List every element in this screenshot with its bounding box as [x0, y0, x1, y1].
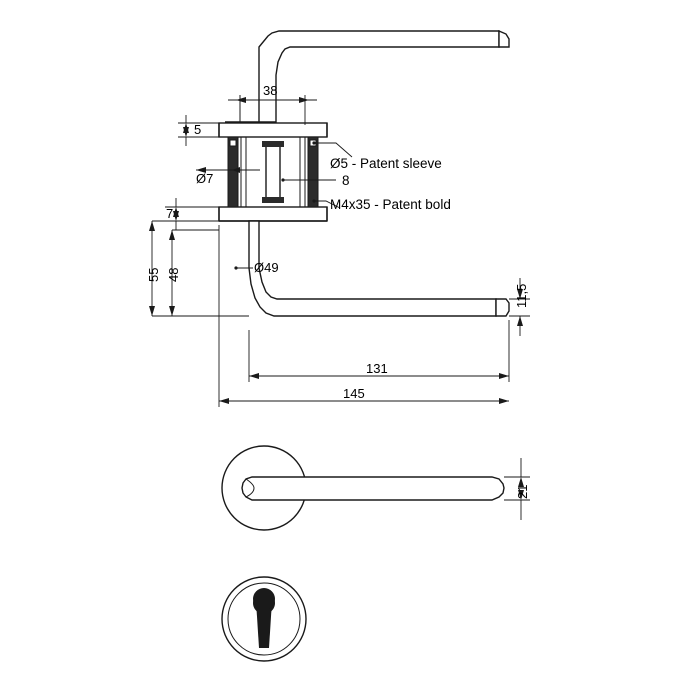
dim-label-7: 7 — [166, 206, 174, 221]
dim-label-145: 145 — [343, 386, 365, 401]
dim-label-55: 55 — [146, 267, 161, 282]
plan-view-handle — [222, 446, 504, 530]
callout-patent-sleeve: Ø5 - Patent sleeve — [330, 156, 442, 171]
dim-label-131: 131 — [366, 361, 388, 376]
cylinder-rosette-view — [222, 577, 306, 661]
rosette-cross-section — [219, 123, 327, 221]
dim-label-11-5: 11,5 — [514, 283, 529, 308]
dim-label-dia49: Ø49 — [254, 260, 279, 275]
dimension-lines-front — [146, 95, 530, 407]
dim-label-21: 21 — [515, 484, 530, 499]
callout-patent-bold: M4x35 - Patent bold — [330, 197, 451, 212]
dim-label-5: 5 — [194, 122, 202, 137]
callout-square-8: 8 — [342, 173, 350, 188]
dim-label-38: 38 — [263, 83, 278, 98]
dim-label-dia7: Ø7 — [196, 171, 214, 186]
dim-label-48: 48 — [166, 267, 181, 282]
upper-lever-outline — [259, 31, 509, 122]
lower-lever-outline — [249, 221, 509, 316]
